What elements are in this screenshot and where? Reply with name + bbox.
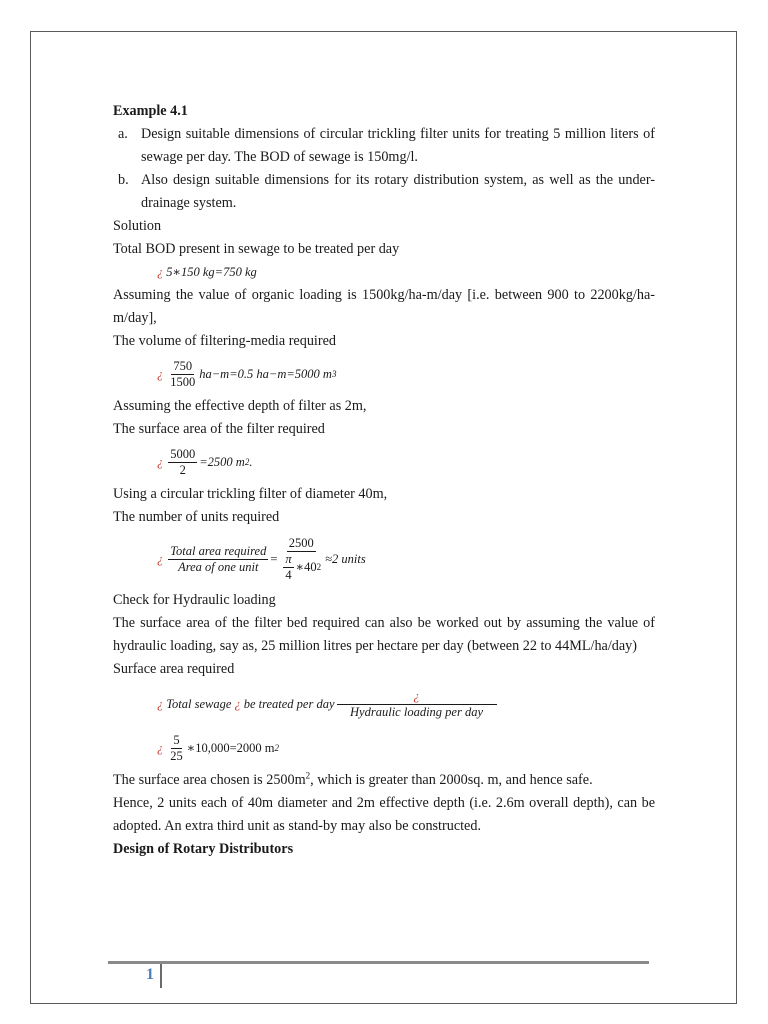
equation-text: ha−m=0.5 ha−m=5000 m — [199, 366, 332, 381]
hydraulic-check-heading: Check for Hydraulic loading — [113, 592, 276, 608]
equation-bod — [113, 261, 655, 284]
fraction — [168, 359, 197, 390]
missing-glyph: ¿ — [157, 454, 164, 469]
denominator: Area of one unit — [178, 559, 259, 574]
fraction — [279, 536, 323, 583]
chosen-area-text-end: , which is greater than 2000sq. m, and hence safe. — [310, 772, 593, 788]
equation-area: ¿ $\frac{5}{25}$ ∗10,000=2000 m 2 — [157, 732, 280, 763]
example-title: Example 4.1 — [113, 103, 188, 119]
numerator: 750 — [173, 358, 193, 373]
equation-units — [113, 529, 655, 589]
equation-sewage — [113, 681, 655, 727]
numerator — [337, 689, 497, 705]
rotary-heading: Design of Rotary Distributors — [113, 841, 294, 857]
missing-glyph: ¿ — [157, 740, 164, 755]
units-heading: The number of units required — [113, 509, 280, 525]
equation-text: Total sewage — [166, 696, 232, 711]
denominator: 1500 — [170, 374, 196, 389]
equation-text: 5∗150 kg=750 kg — [166, 265, 257, 279]
list-item-b — [113, 169, 655, 215]
equation-text: be treated per day — [243, 696, 335, 711]
list-letter: b. — [118, 172, 129, 188]
missing-glyph: ¿ — [157, 265, 164, 279]
equation-text: ∗10,000=2000 m — [186, 740, 275, 755]
missing-glyph: ¿ — [157, 696, 164, 711]
list-letter: a. — [118, 126, 128, 142]
numerator: 2500 — [288, 535, 314, 550]
equation-volume: ¿ $\frac{750}{1500}$ ha−m=0.5 ha−m=5000 m 3 — [157, 358, 337, 389]
page-number: 1 — [146, 966, 154, 983]
list-text: Design suitable dimensions of circular trickling filter units for treating 5 million liters of sewage per day. The BOD of sewage is 150mg/l. — [141, 126, 655, 165]
exponent: 2 — [305, 770, 311, 781]
footer-divider — [108, 961, 649, 964]
fraction — [168, 447, 197, 478]
fraction — [168, 544, 268, 575]
fraction — [168, 733, 185, 764]
missing-glyph: ¿ — [234, 696, 241, 711]
missing-glyph: ¿ — [157, 551, 164, 566]
surface-required-heading: Surface area required — [113, 661, 235, 677]
equals-sign: = — [270, 551, 278, 566]
equation-surface: ¿ $\frac{5000}{2}$ =2500 m 2 . — [157, 446, 253, 477]
fraction — [337, 689, 497, 720]
volume-heading: The volume of filtering-media required — [113, 333, 336, 349]
denominator: 25 — [170, 748, 183, 763]
bod-heading: Total BOD present in sewage to be treated per day — [113, 241, 400, 257]
four: 4 — [285, 567, 292, 582]
denominator: Hydraulic loading per day — [350, 704, 483, 719]
missing-glyph: ¿ — [413, 688, 420, 703]
organic-loading-paragraph: Assuming the value of organic loading is 1500kg/ha-m/day [i.e. between 900 to 2200kg/ha-m/day], — [113, 287, 655, 326]
depth-assumption: Assuming the effective depth of filter as 2m, — [113, 398, 367, 414]
denominator-tail: ∗40 — [295, 559, 317, 574]
page-number-bar — [160, 964, 162, 988]
solution-label: Solution — [113, 218, 162, 234]
denominator: $\frac{\pi}{4}$ ∗40 2 — [285, 551, 322, 582]
equation-tail: . — [249, 454, 253, 469]
equation-text: =2500 m — [199, 454, 245, 469]
numerator: Total area required — [170, 543, 267, 558]
surface-heading: The surface area of the filter required — [113, 421, 325, 437]
list-text: Also design suitable dimensions for its rotary distribution system, as well as the under-drainage system. — [141, 172, 655, 211]
chosen-area-paragraph — [113, 769, 655, 792]
chosen-area-text: The surface area chosen is 2500m — [113, 772, 306, 788]
document-body — [113, 100, 655, 861]
missing-glyph: ¿ — [157, 366, 164, 381]
denominator: 2 — [179, 462, 186, 477]
pi: π — [285, 551, 292, 566]
circular-filter-text: Using a circular trickling filter of diameter 40m, — [113, 486, 388, 502]
list-item-a — [113, 123, 655, 169]
pi-fraction — [283, 552, 293, 583]
hydraulic-paragraph: The surface area of the filter bed required can also be worked out by assuming the value of hydraulic loading, say as, 25 million litres per hectare per day (between 22 to 44ML/ha/day) — [113, 615, 655, 654]
numerator: 5000 — [170, 446, 196, 461]
conclusion-paragraph: Hence, 2 units each of 40m diameter and 2m effective depth (i.e. 2.6m overall depth), can be adopted. An extra third unit as stand-by may also be constructed. — [113, 795, 655, 834]
numerator: 5 — [173, 732, 180, 747]
equation-result: ≈2 units — [325, 551, 366, 566]
